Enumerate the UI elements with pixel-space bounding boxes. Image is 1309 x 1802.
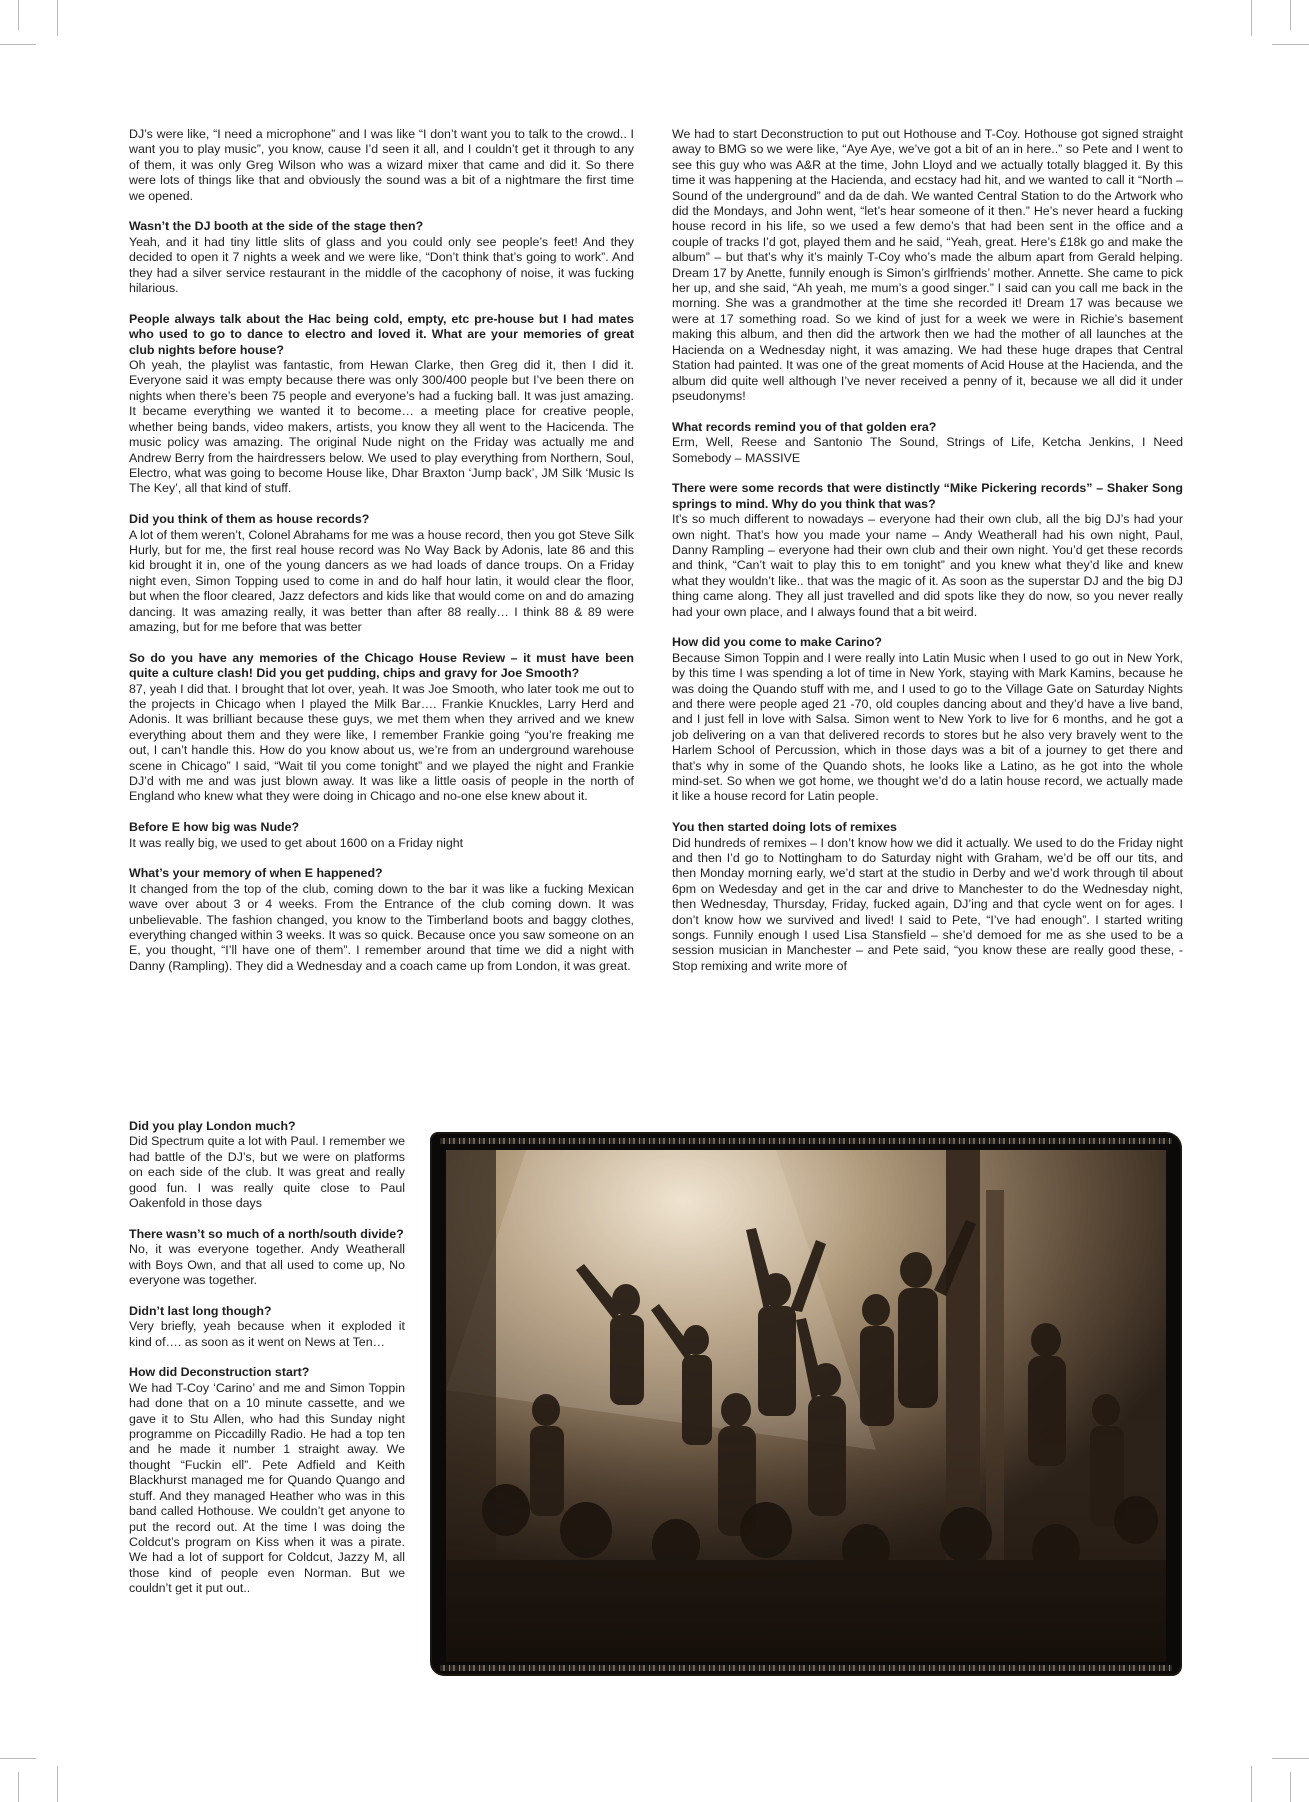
crop-mark xyxy=(57,1766,58,1802)
question-heading: Did you think of them as house records? xyxy=(129,512,370,527)
question-heading: What’s your memory of when E happened? xyxy=(129,866,383,881)
answer-text: It changed from the top of the club, coming down to the bar it was like a fucking Mexican wave over about 3 or 4 weeks. From the Entrance of the club coming down. It was unbelievable. The fashion changed, you know to the Timberland boots and baggy clothes, everything changed within 3 weeks. It was so quick. Because once you saw someone on an E, you thought, “I’ll have one of them”. I remember around that time we did a night with Danny (Rampling). They did a Wednesday and a coach came up from London, it was great. xyxy=(129,881,634,973)
crop-mark xyxy=(0,1758,36,1759)
question-heading: How did you come to make Carino? xyxy=(672,635,882,650)
answer-text: DJ’s were like, “I need a microphone” and I was like “I don’t want you to talk to the crowd.. I want you to play music”, you know, cause I’d seen it all, and I couldn’t get it through to any of them, it was only Greg Wilson who was a wizard mixer that came and did it. So there were lots of things like that and obviously the sound was a bit of a nightmare the first time we opened. xyxy=(129,127,634,203)
question-heading: How did Deconstruction start? xyxy=(129,1365,310,1380)
club-crowd-photo xyxy=(432,1134,1180,1674)
answer-text: We had T-Coy ‘Carino’ and me and Simon Toppin had done that on a 10 minute cassette, and we gave it to Stu Allen, who had this Sunday night programme on Piccadilly Radio. He had a top ten and he made it number 1 straight away. We thought “Fuckin ell”. Pete Adfield and Keith Blackhurst managed me for Quando Quango and stuff. And they managed Heather who was in this band called Hothouse. We couldn’t get anyone to put the record out. At the time I was doing the Coldcut’s program on Kiss when it was a pirate. We had a lot of support for Coldcut, Jazzy M, all those kind of people even Norman. But we couldn’t get it put out.. xyxy=(129,1380,405,1596)
narrow-text-column xyxy=(129,1119,405,1612)
question-heading: You then started doing lots of remixes xyxy=(672,820,897,835)
answer-text: Erm, Well, Reese and Santonio The Sound, Strings of Life, Ketcha Jenkins, I Need Somebody – MASSIVE xyxy=(672,435,1183,465)
right-text-column xyxy=(672,127,1183,990)
question-heading: What records remind you of that golden era? xyxy=(672,419,937,434)
answer-text: Very briefly, yeah because when it exploded it kind of…. as soon as it went on News at Ten… xyxy=(129,1319,405,1349)
question-heading: Didn’t last long though? xyxy=(129,1303,272,1318)
crop-mark xyxy=(1290,1772,1291,1802)
question-heading: There were some records that were distinctly “Mike Pickering records” – Shaker Song springs to mind. Why do you think that was? xyxy=(672,481,1183,511)
question-heading: Wasn’t the DJ booth at the side of the stage then? xyxy=(129,219,424,234)
question-heading: People always talk about the Hac being cold, empty, etc pre-house but I had mates who used to go to dance to electro and loved it. What are your memories of great club nights before house? xyxy=(129,311,634,357)
crop-mark xyxy=(1251,1766,1252,1802)
crop-mark xyxy=(57,0,58,36)
crop-mark xyxy=(1272,1758,1309,1759)
crop-mark xyxy=(18,0,19,30)
answer-text: No, it was everyone together. Andy Weatherall with Boys Own, and that all used to come up, No everyone was together. xyxy=(129,1242,405,1288)
answer-text: A lot of them weren’t, Colonel Abrahams for me was a house record, then you got Steve Silk Hurly, but for me, the first real house record was No Way Back by Adonis, late 86 and this kid brought it in, one of the young dancers as we had loads of dance troups. On a Friday night even, Simon Topping used to come in and do half hour latin, it would clear the floor, but when the floor cleared, Jazz defectors and kids like that would come on and do amazing dancing. It was amazing really, it was better than after 88 really… I think 88 & 89 were amazing, but for me before that was better xyxy=(129,527,634,634)
question-heading: So do you have any memories of the Chicago House Review – it must have been quite a culture clash! Did you get pudding, chips and gravy for Joe Smooth? xyxy=(129,650,634,681)
answer-text: Oh yeah, the playlist was fantastic, from Hewan Clarke, then Greg did it, then I did it. Everyone said it was empty because there was only 300/400 people but I’ve been there on nights when there’s been 75 people and everyone’s had a fucking ball. It was just amazing. It became everything we wanted it to become… a meeting place for creative people, whether being bands, video makers, artists, you know they all went to the Hacicenda. The music policy was amazing. The original Nude night on the Friday was actually me and Andrew Berry from the hairdressers below. We used to play everything from Northern, Soul, Electro, what was going to become House like, Dhar Braxton ‘Jump back’, JM Silk ‘Music Is The Key’, all that kind of stuff. xyxy=(129,358,634,496)
answer-text: Did Spectrum quite a lot with Paul. I remember we had battle of the DJ’s, but we were on platforms on each side of the club. It was great and really good fun. I was really quite close to Paul Oakenfold in those days xyxy=(129,1134,405,1211)
answer-text: Because Simon Toppin and I were really into Latin Music when I used to go out in New York, by this time I was spending a lot of time in New York, staying with Mark Kamins, because he was doing the Quando stuff with me, and I used to go to the Village Gate on Saturday Nights and there were people aged 21 -70, old couples dancing about and they’d have a live band, and I just fell in love with Salsa. Simon went to New York to live for 6 months, and he got a job delivering on a van that delivered records to stores but he also very bravely went to the Harlem School of Percussion, which in those days was a bit of a journey to get there and that’s why in some of the Quando shots, he looks like a Latino, as he got into the whole mind-set. So when we got home, we thought we’d do a latin house record, we actually made it like a house record for Latin people. xyxy=(672,650,1183,804)
answer-text: It’s so much different to nowadays – everyone had their own club, all the big DJ’s had your own night. That’s how you made your name – Andy Weatherall had his own night, Paul, Danny Rampling – everyone had their own club and their own night. You’d get these records and think, “Can’t wait to play this to em tonight” and you knew what they’d like and knew what they wouldn’t like.. that was the magic of it. As soon as the superstar DJ and the big DJ thing came along. They all just travelled and did spots like they do now, so you never really had your own place, and I always found that a bit weird. xyxy=(672,512,1183,619)
film-edge xyxy=(440,1138,1172,1144)
answer-text: We had to start Deconstruction to put out Hothouse and T-Coy. Hothouse got signed straight away to BMG so we were like, “Aye Aye, we’ve got a bit of an in here..” so Pete and I went to see this guy who was A&R at the time, John Lloyd and we actually totally blagged it. By this time it was happening at the Hacienda, and ecstacy had hit, and we wanted to call it “North – Sound of the underground” and da de dah. We wanted Central Station to do the Artwork who did the Mondays, and John went, “let’s hear someone of it then.” He’s never heard a fucking house record in his life, so we used a few demo’s that had been sent in the office and a couple of tracks I’d got, played them and he said, “Yeah, great. Here’s £18k go and make the album” – but that’s why it’s mainly T-Coy who’s made the album apart from Gerald helping. Dream 17 by Anette, funnily enough is Simon’s girlfriends’ mother. Annette. She came to pick her up, and she said, “Ah yeah, me mum’s a good singer.” I said can you call me back in the morning. She was a grandmother at the time she recorded it! Dream 17 was because we were at 17 something road. So we kind of just for a week we were in Richie’s basement making this album, and then did the artwork then we had the mother of all launches at the Hacienda on a Wednesday night, it was amazing. We had these huge drapes that Central Station had painted. It was one of the great moments of Acid House at the Hacienda, and the album did quite well although I’ve never received a penny of it, because we all did it under pseudonyms! xyxy=(672,127,1183,403)
answer-text: It was really big, we used to get about 1600 on a Friday night xyxy=(129,835,464,850)
question-heading: Did you play London much? xyxy=(129,1119,296,1133)
answer-text: Yeah, and it had tiny little slits of glass and you could only see people’s feet! And they decided to open it 7 nights a week and we were like, “Don’t think that’s going to work”. And they had a silver service restaurant in the middle of the cacophony of noise, it was fucking hilarious. xyxy=(129,234,634,296)
answer-text: 87, yeah I did that. I brought that lot over, yeah. It was Joe Smooth, who later took me out to the projects in Chicago when I played the Milk Bar…. Frankie Knuckles, Larry Herd and Adonis. It was brilliant because these guys, we met them when they arrived and we knew everything about them and they were like, I remember Frankie going “you’re freaking me out, I can’t handle this. How do you know about us, we’re from an underground warehouse scene in Chicago” I said, “Wait til you come tonight” and we played the night and Frankie DJ’d with me and was just blown away. It was like a little oasis of people in the north of England who knew what they were doing in Chicago and no-one else knew about it. xyxy=(129,681,634,804)
crop-mark xyxy=(0,44,36,45)
crop-mark xyxy=(1290,0,1291,30)
question-heading: There wasn’t so much of a north/south divide? xyxy=(129,1226,404,1241)
crop-mark xyxy=(18,1772,19,1802)
question-heading: Before E how big was Nude? xyxy=(129,820,300,835)
left-text-column xyxy=(129,127,634,990)
dancing-crowd-image xyxy=(446,1150,1166,1662)
crop-mark xyxy=(1251,0,1252,36)
answer-text: Did hundreds of remixes – I don’t know how we did it actually. We used to do the Friday night and then I’d go to Nottingham to do Saturday night with Graham, we’d be off our tits, and then Monday morning early, we’d start at the studio in Derby and we’d work through til about 6pm on Wedesday and get in the car and drive to Manchester to do the Wednesday night, then Wednesday, Thursday, Friday, fucked again, DJ’ing and that cycle went on for ages. I don’t know how we survived and lived! I said to Pete, “I’ve had enough”. I started writing songs. Funnily enough I used Lisa Stansfield – she’d demoed for me as she used to be a session musician in Manchester – and Pete said, “you know these are really good these, - Stop remixing and write more of xyxy=(672,835,1183,973)
film-edge xyxy=(440,1665,1172,1671)
crop-mark xyxy=(1272,44,1309,45)
